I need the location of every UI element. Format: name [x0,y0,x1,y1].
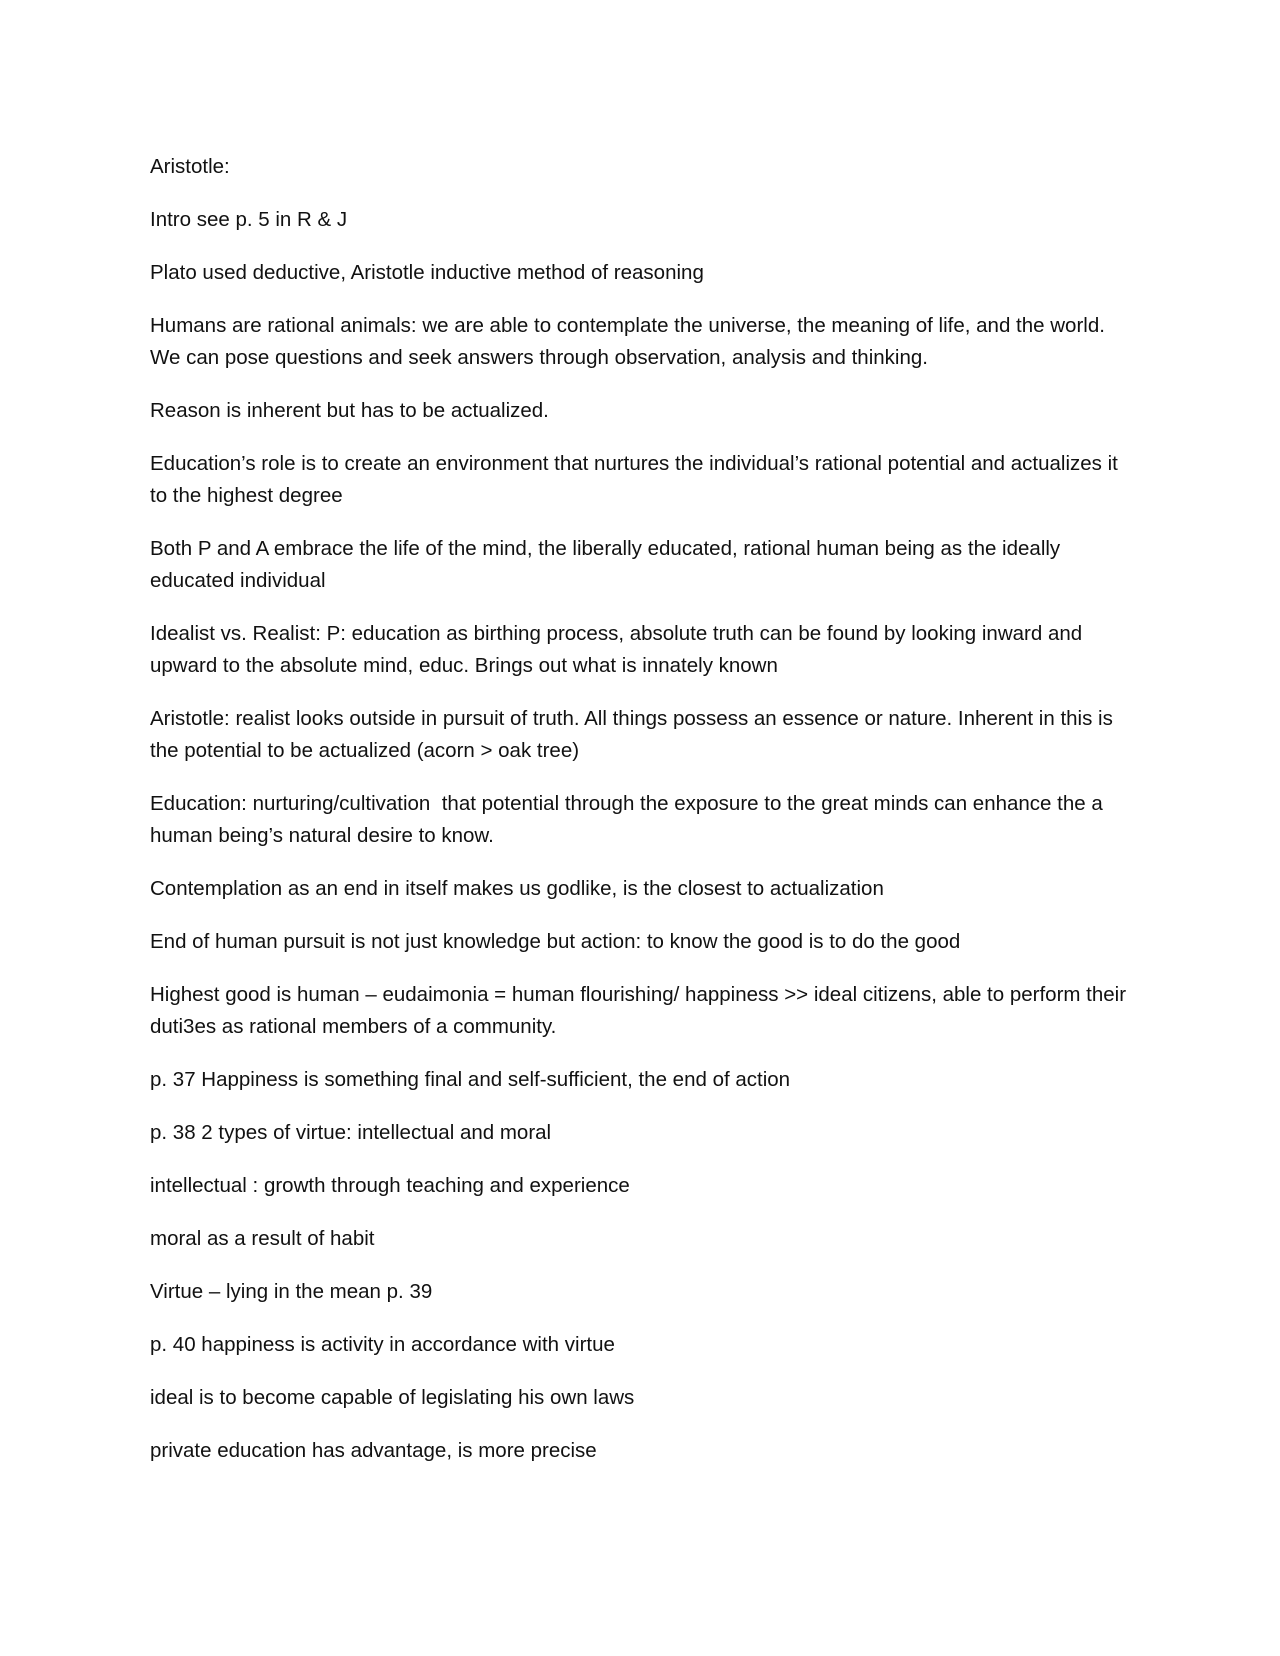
paragraph: p. 38 2 types of virtue: intellectual and moral [150,1121,552,1144]
paragraph: Humans are rational animals: we are able to contemplate the universe, the meaning of life, and the world. We can pose questions and seek answers through observation, analysis and thinking. [150,314,1111,369]
paragraph: ideal is to become capable of legislating his own laws [150,1386,635,1409]
paragraph: Highest good is human – eudaimonia = human flourishing/ happiness >> ideal citizens, able to perform their duti3es as rational members of a community. [150,983,1132,1038]
paragraph: intellectual : growth through teaching and experience [150,1174,630,1197]
paragraph: Both P and A embrace the life of the mind, the liberally educated, rational human being as the ideally educated individual [150,537,1066,592]
paragraph: Reason is inherent but has to be actualized. [150,399,549,422]
paragraph: Aristotle: realist looks outside in pursuit of truth. All things possess an essence or nature. Inherent in this is the potential to be actualized (acorn > oak tree) [150,707,1119,762]
paragraph: p. 40 happiness is activity in accordance with virtue [150,1333,615,1356]
paragraph: Education’s role is to create an environment that nurtures the individual’s rational potential and actualizes it to the highest degree [150,452,1124,507]
paragraph: private education has advantage, is more precise [150,1439,597,1462]
paragraph: Plato used deductive, Aristotle inductive method of reasoning [150,261,704,284]
paragraph: moral as a result of habit [150,1227,375,1250]
heading-aristotle: Aristotle: [150,155,230,178]
paragraph: Virtue – lying in the mean p. 39 [150,1280,433,1303]
paragraph: End of human pursuit is not just knowledge but action: to know the good is to do the good [150,930,961,953]
paragraph: Idealist vs. Realist: P: education as birthing process, absolute truth can be found by looking inward and upward to the absolute mind, educ. Brings out what is innately known [150,622,1088,677]
paragraph: Contemplation as an end in itself makes us godlike, is the closest to actualization [150,877,884,900]
paragraph: Intro see p. 5 in R & J [150,208,348,231]
document-body [150,151,1135,1488]
paragraph: p. 37 Happiness is something final and self-sufficient, the end of action [150,1068,791,1091]
paragraph: Education: nurturing/cultivation that potential through the exposure to the great minds can enhance the a human being’s natural desire to know. [150,792,1109,847]
